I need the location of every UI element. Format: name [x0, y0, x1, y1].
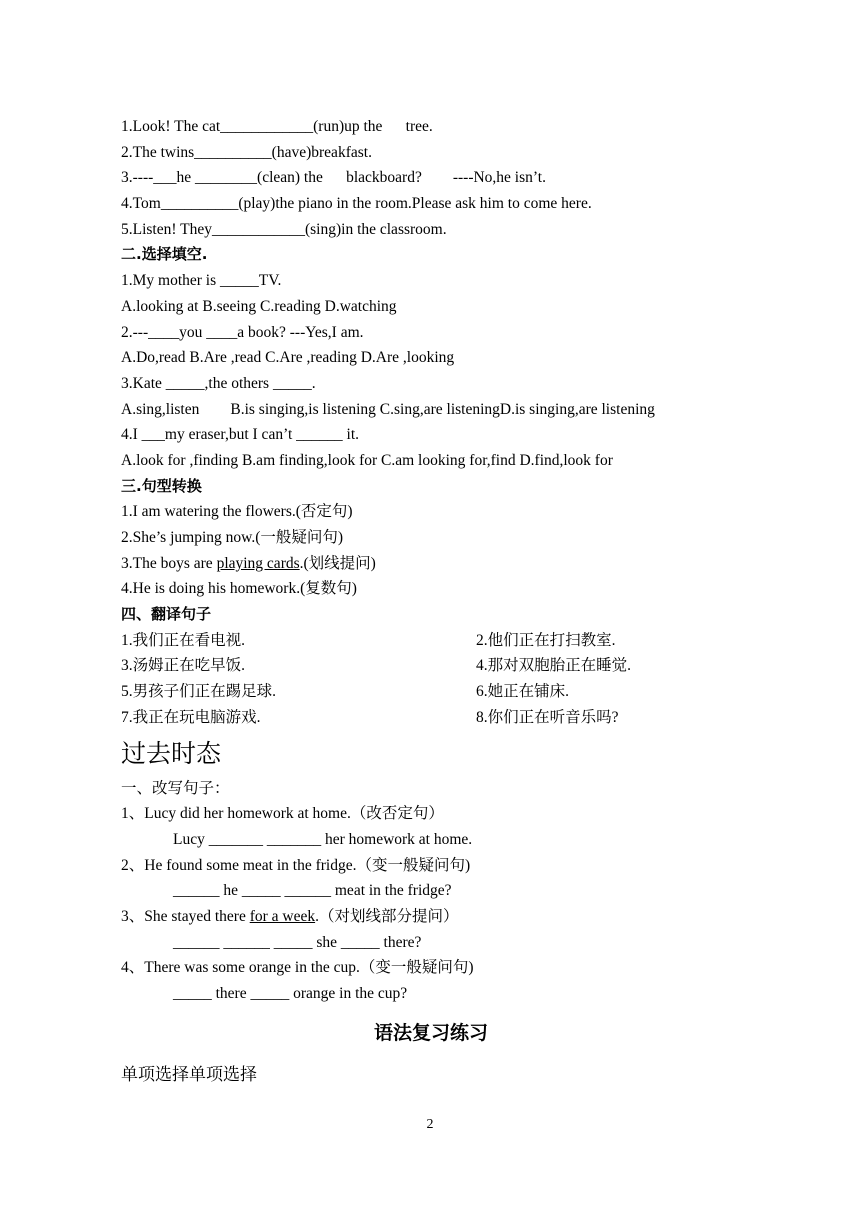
underlined-phrase: for a week — [249, 907, 316, 925]
underlined-phrase: playing cards — [216, 554, 300, 572]
exercise-line: 2.The twins__________(have)breakfast. — [121, 143, 372, 161]
question-line: 2、He found some meat in the fridge.（变一般疑问句) — [121, 856, 471, 874]
translation-item: 5.男孩子们正在踢足球. — [121, 683, 277, 701]
translation-item: 1.我们正在看电视. — [121, 631, 246, 649]
question-line — [121, 551, 741, 577]
section-intro: 一、改写句子： — [121, 779, 230, 797]
question-line: 2.She’s jumping now.(一般疑问句) — [121, 529, 344, 546]
question-line: 4、There was some orange in the cup.（变一般疑问句) — [121, 959, 474, 977]
question-line: 4.I ___my eraser,but I can’t ______ it. — [121, 426, 359, 444]
question-line — [121, 904, 741, 930]
translation-section — [121, 602, 741, 730]
translation-item: 6.她正在铺床. — [476, 683, 570, 701]
answer-line: ______ he _____ ______ meat in the fridge? — [173, 882, 452, 900]
question-text: 3.The boys are — [121, 554, 217, 572]
question-line: 1.My mother is _____TV. — [121, 272, 282, 290]
translation-row — [121, 653, 741, 679]
section-heading: 四、翻译句子 — [121, 605, 212, 624]
answer-line: ______ ______ _____ she _____ there? — [173, 933, 422, 951]
translation-item: 2.他们正在打扫教室. — [476, 631, 616, 649]
multiple-choice-section — [121, 242, 741, 473]
translation-item: 4.那对双胞胎正在睡觉. — [476, 657, 632, 675]
question-line: 3.Kate _____,the others _____. — [121, 374, 316, 392]
translation-item: 8.你们正在听音乐吗? — [476, 708, 619, 726]
exercise-line: 4.Tom__________(play)the piano in the room.Please ask him to come here. — [121, 195, 592, 213]
translation-item: 3.汤姆正在吃早饭. — [121, 657, 246, 675]
translation-row — [121, 705, 741, 731]
past-tense-section — [121, 732, 741, 1007]
question-line: 1、Lucy did her homework at home.（改否定句） — [121, 805, 444, 823]
options-line: A.sing,listen B.is singing,is listening C.sing,are listeningD.is singing,are listening — [121, 400, 655, 418]
question-line: 2.---____you ____a book? ---Yes,I am. — [121, 323, 364, 341]
options-line: A.look for ,finding B.am finding,look for C.am looking for,find D.find,look for — [121, 451, 613, 469]
question-text: .(划线提问) — [299, 554, 376, 572]
translation-row — [121, 628, 741, 654]
question-line: 1.I am watering the flowers.(否定句) — [121, 503, 353, 521]
options-line: A.Do,read B.Are ,read C.Are ,reading D.Are ,looking — [121, 349, 455, 367]
translation-item: 7.我正在玩电脑游戏. — [121, 708, 261, 726]
answer-line: _____ there _____ orange in the cup? — [173, 985, 408, 1002]
translation-row — [121, 679, 741, 705]
section-heading: 二.选择填空. — [121, 245, 208, 264]
sentence-transform-section — [121, 474, 741, 602]
question-text: 3、She stayed there — [121, 907, 250, 925]
question-line: 4.He is doing his homework.(复数句) — [121, 580, 357, 598]
exercise-line: 1.Look! The cat____________(run)up the tree. — [121, 118, 433, 135]
fill-in-section — [121, 114, 741, 242]
review-title: 语法复习练习 — [373, 1021, 488, 1044]
page-number: 2 — [426, 1117, 434, 1132]
exercise-line: 5.Listen! They____________(sing)in the classroom. — [121, 220, 447, 238]
question-text: .（对划线部分提问） — [315, 907, 459, 925]
past-tense-title: 过去时态 — [121, 738, 222, 768]
section-heading: 三.句型转换 — [121, 476, 202, 495]
worksheet-page — [121, 114, 741, 1090]
exercise-line: 3.----___he ________(clean) the blackboard? ----No,he isn’t. — [121, 169, 546, 187]
review-subtitle: 单项选择单项选择 — [121, 1064, 257, 1085]
options-line: A.looking at B.seeing C.reading D.watching — [121, 297, 397, 315]
answer-line: Lucy _______ _______ her homework at home. — [173, 830, 473, 848]
grammar-review-section — [121, 1018, 741, 1090]
